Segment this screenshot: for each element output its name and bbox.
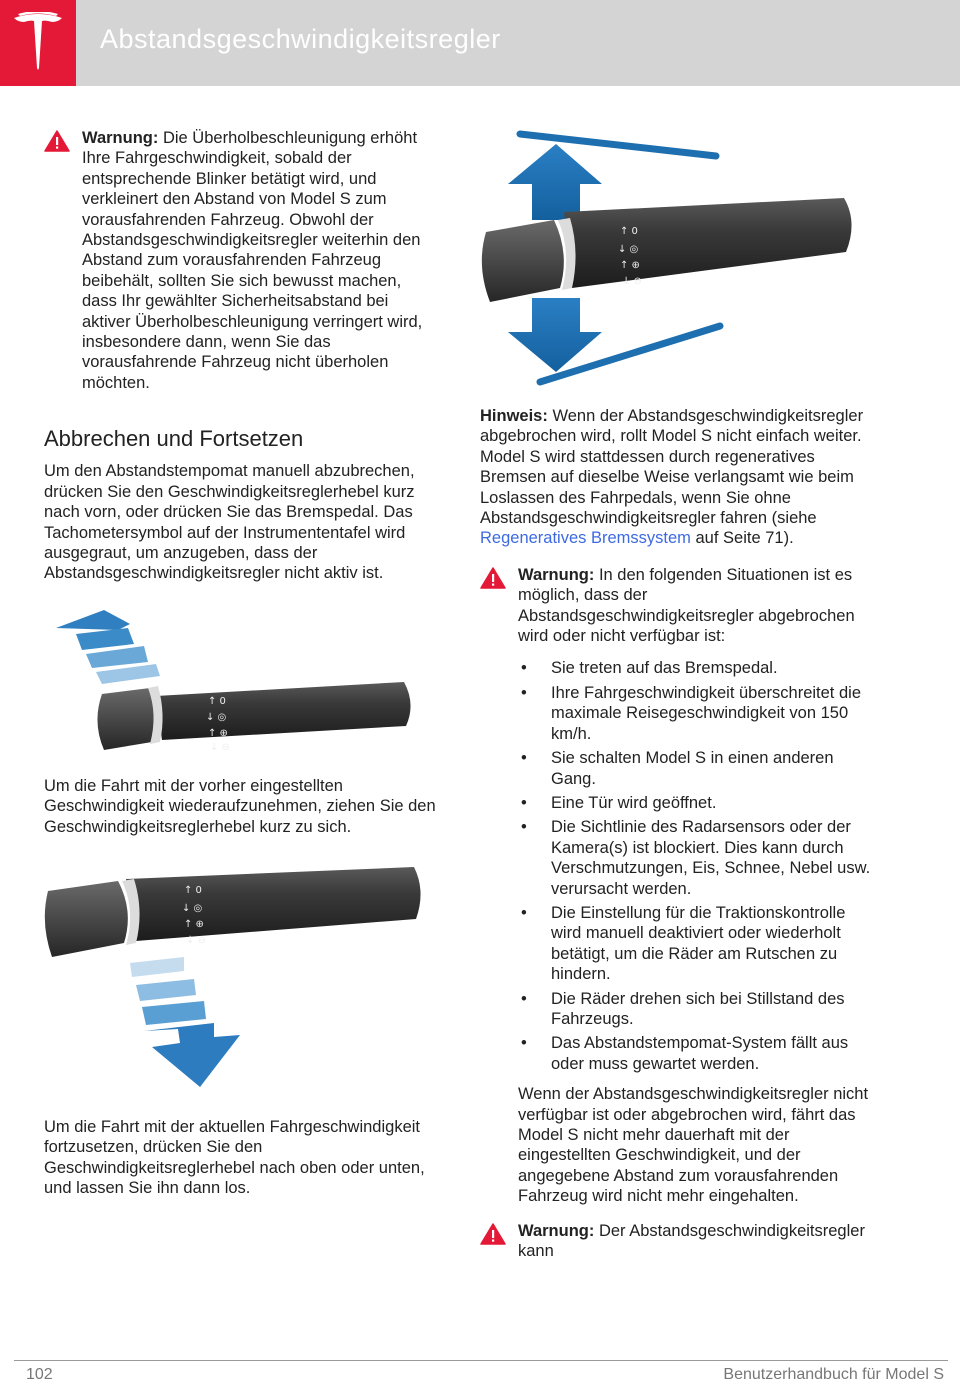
- svg-text:↓ ◎: ↓ ◎: [206, 711, 227, 723]
- list-item: • Sie schalten Model S in einen anderen Gang.: [518, 748, 876, 789]
- warning-triangle-icon: [44, 130, 70, 152]
- warning-overtake-text: [82, 128, 436, 393]
- svg-text:↓ ◎: ↓ ◎: [618, 244, 639, 255]
- stalk-figure-push-up-down: [44, 861, 424, 1101]
- svg-text:↓ ⊖: ↓ ⊖: [210, 741, 230, 753]
- left-column: [44, 128, 436, 1199]
- svg-text:↑ ⊕: ↑ ⊕: [208, 727, 228, 739]
- conditions-list: [518, 658, 876, 1074]
- stalk-tip: [482, 220, 564, 302]
- warning-unavailable-text: [518, 565, 876, 647]
- arrow-down: [508, 298, 602, 372]
- list-item: • Ihre Fahrgeschwindigkeit überschreitet die maximale Reisegeschwindigkeit von 150 km/h.: [518, 683, 876, 744]
- warning-limitations: [480, 1221, 876, 1262]
- warning-unavailable: [480, 565, 876, 1207]
- paragraph-unavailable: Wenn der Abstandsgeschwindigkeitsregler nicht verfügbar ist oder abgebrochen wird, fährt das Model S nicht mehr dauerhaft mit der eingestellten Geschwindigkeit, und der angegebene Abstand zum vorausfahrenden Fahrzeug wird nicht mehr eingehalten.: [518, 1085, 869, 1206]
- arrow-head-down: [144, 1023, 240, 1087]
- paragraph-continue: Um die Fahrt mit der aktuellen Fahrgeschwindigkeit fortzusetzen, drücken Sie den Geschwindigkeitsreglerhebel nach oben oder unten, und lassen Sie ihn dann los.: [44, 1117, 425, 1198]
- list-item: • Die Sichtlinie des Radarsensors oder der Kamera(s) ist blockiert. Dies kann durch Verschmutzungen, Eis, Schnee, Nebel usw. verursacht werden.: [518, 817, 876, 899]
- warning-label: Warnung:: [518, 565, 595, 584]
- svg-text:↓ ⊖: ↓ ⊖: [186, 934, 206, 946]
- arrow-up: [508, 144, 602, 220]
- arrow-segment: [96, 664, 160, 684]
- warning-label: Warnung:: [518, 1221, 595, 1240]
- arrow-segment: [76, 628, 134, 650]
- warning-overtake: [44, 128, 436, 393]
- warning-body: Der Abstandsgeschwindigkeitsregler kann: [518, 1221, 865, 1261]
- list-item: • Das Abstandstempomat-System fällt aus oder muss gewartet werden.: [518, 1033, 876, 1074]
- page-title: Abstandsgeschwindigkeitsregler: [100, 24, 501, 54]
- stalk-tip: [45, 881, 128, 957]
- page-number: 102: [26, 1366, 53, 1383]
- section-heading: Abbrechen und Fortsetzen: [44, 426, 304, 452]
- paragraph-resume: Um die Fahrt mit der vorher eingestellten Geschwindigkeit wiederaufzunehmen, ziehen Sie den Geschwindigkeitsreglerhebel kurz zu sich.: [44, 776, 436, 836]
- list-item: • Eine Tür wird geöffnet.: [518, 793, 876, 813]
- note-body-1: Wenn der Abstandsgeschwindigkeitsregler abgebrochen wird, rollt Model S nicht einfach weiter. Model S wird stattdessen durch regeneratives Bremsen auf dieselbe Weise verlangsamt wie beim Loslassen des Fahrpedals, wenn Sie ohne Abstandsgeschwindigkeitsregler fahren (siehe: [480, 407, 864, 528]
- warning-body: In den folgenden Situationen ist es möglich, dass der Abstandsgeschwindigkeitsregler abgebrochen wird oder nicht verfügbar ist:: [518, 565, 855, 646]
- stalk-body: [156, 682, 411, 740]
- arrow-segment: [130, 957, 184, 977]
- page-header: [0, 0, 960, 86]
- link-regenerative-braking[interactable]: Regeneratives Bremssystem: [480, 529, 691, 548]
- svg-text:↓ ◎: ↓ ◎: [182, 902, 203, 914]
- warning-limitations-text: [518, 1221, 876, 1262]
- svg-text:↑ 0: ↑ 0: [620, 226, 638, 237]
- warning-label: Warnung:: [82, 129, 159, 147]
- warning-triangle-icon: [480, 567, 506, 589]
- brand-logo-box: [0, 0, 76, 86]
- stalk-figure-push-forward: [44, 604, 414, 754]
- svg-text:↑ ⊕: ↑ ⊕: [184, 918, 204, 930]
- note-label: Hinweis:: [480, 407, 548, 425]
- right-column: [480, 128, 876, 1261]
- svg-text:↑ ⊕: ↑ ⊕: [620, 260, 640, 271]
- arrow-segment: [136, 979, 196, 1001]
- note-regen-braking: [480, 406, 876, 549]
- list-item: • Die Einstellung für die Traktionskontrolle wird manuell deaktiviert oder wiederholt betätigt, um die Räder am Rutschen zu hindern.: [518, 903, 876, 985]
- manual-title: Benutzerhandbuch für Model S: [723, 1366, 944, 1383]
- svg-text:↑ 0: ↑ 0: [208, 695, 226, 707]
- stalk-tip: [97, 688, 154, 750]
- svg-text:↓ ⊖: ↓ ⊖: [622, 276, 642, 287]
- list-item: • Die Räder drehen sich bei Stillstand des Fahrzeugs.: [518, 989, 876, 1030]
- warning-triangle-icon: [480, 1223, 506, 1245]
- tesla-logo-icon: [12, 12, 64, 72]
- arrow-segment: [142, 1001, 206, 1025]
- list-item: • Sie treten auf das Bremspedal.: [518, 658, 876, 678]
- paragraph-cancel: Um den Abstandstempomat manuell abzubrechen, drücken Sie den Geschwindigkeitsreglerhebel kurz nach vorn, oder drücken Sie das Bremspedal. Das Tachometersymbol auf der Instrumententafel wird ausgegraut, um anzugeben, dass der Abstandsgeschwindigkeitsregler nicht aktiv ist.: [44, 462, 415, 583]
- stalk-body: [126, 867, 421, 941]
- arrow-segment: [86, 646, 148, 668]
- stalk-figure-up-down-arrows: [480, 128, 860, 388]
- stalk-body: [564, 198, 852, 288]
- warning-body: Die Überholbeschleunigung erhöht Ihre Fahrgeschwindigkeit, sobald der entsprechende Blinker betätigt wird, und verkleinert den Abstand von Model S zum vorausfahrenden Fahrzeug. Obwohl der Abstandsgeschwindigkeitsregler weiterhin den Abstand zum vorausfahrenden Fahrzeug beibehält, sollten Sie sich bewusst machen, dass Ihr gewählter Sicherheitsabstand bei aktiver Überholbeschleunigung verringert wird, insbesondere dann, wenn Sie das vorausfahrende Fahrzeug nicht überholen möchten.: [82, 129, 423, 392]
- footer-divider: [14, 1360, 948, 1361]
- svg-text:↑ 0: ↑ 0: [184, 884, 202, 896]
- arrow-head-up-left: [56, 610, 130, 630]
- note-body-2: auf Seite 71).: [690, 529, 794, 548]
